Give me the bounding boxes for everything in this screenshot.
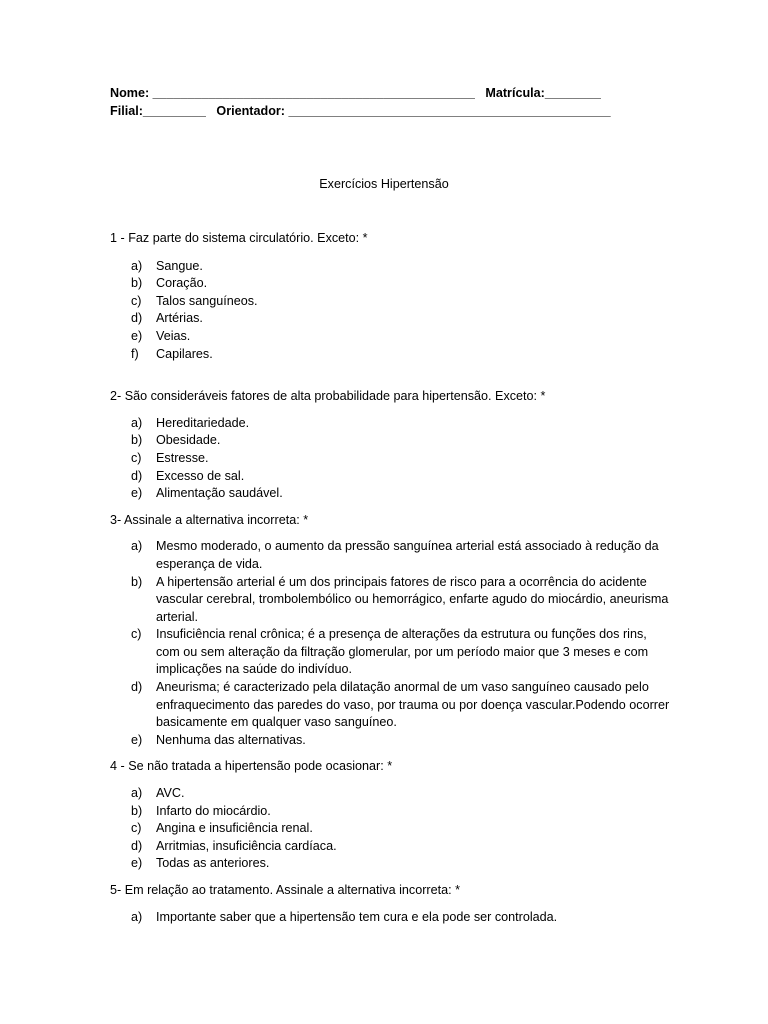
option-text: Talos sanguíneos. [156,293,258,308]
option-item [110,293,670,311]
option-text: Angina e insuficiência renal. [156,821,313,836]
option-item [110,432,670,450]
option-text: Infarto do miocárdio. [156,803,271,818]
option-text: Nenhuma das alternativas. [156,732,306,747]
option-item [110,855,670,873]
question-5-options [110,909,670,927]
question-1-options [110,258,670,364]
option-letter: c) [131,821,142,836]
option-letter: d) [131,311,143,326]
option-letter: e) [131,732,143,747]
option-letter: a) [131,786,143,801]
option-letter: c) [131,293,142,308]
option-letter: c) [131,450,142,465]
option-letter: b) [131,433,143,448]
option-text: Insuficiência renal crônica; é a presença de alterações da estrutura ou funções dos rins, com ou sem alteração da filtração glomerular, por um período maior que 3 meses e com implicações na saúde do indivíduo. [156,627,649,677]
option-item [110,258,670,276]
option-letter: b) [131,276,143,291]
option-text: Importante saber que a hipertensão tem cura e ela pode ser controlada. [156,909,558,924]
option-item [110,328,670,346]
form-header [110,85,611,121]
option-text: Obesidade. [156,433,221,448]
option-item [110,310,670,328]
option-letter: c) [131,627,142,642]
option-text: Sangue. [156,258,203,273]
option-item [110,574,670,627]
question-3: 3- Assinale a alternativa incorreta: * [110,512,309,527]
option-item [110,803,670,821]
name-registration-line: Nome: ______________________________________________ Matrícula:________ [110,86,601,100]
option-letter: a) [131,258,143,273]
option-letter: a) [131,415,143,430]
option-item [110,538,670,573]
option-letter: d) [131,838,143,853]
option-text: Excesso de sal. [156,468,245,483]
option-letter: e) [131,856,143,871]
option-item [110,415,670,433]
option-item [110,346,670,364]
option-letter: e) [131,328,143,343]
option-item [110,732,670,750]
option-letter: b) [131,574,143,589]
option-text: Aneurisma; é caracterizado pela dilatação anormal de um vaso sanguíneo causado pelo enfraquecimento das paredes do vaso, por trauma ou por doença vascular.Podendo ocorrer basicamente em qualquer vaso sanguíneo. [156,680,670,730]
question-5: 5- Em relação ao tratamento. Assinale a alternativa incorreta: * [110,883,461,897]
exercise-list [110,230,670,926]
option-item [110,468,670,486]
option-text: Alimentação saudável. [156,486,283,501]
option-text: Veias. [156,328,191,343]
option-letter: d) [131,468,143,483]
option-item [110,275,670,293]
option-letter: a) [131,539,143,554]
option-item [110,450,670,468]
option-item [110,909,670,927]
branch-advisor-line: Filial:_________ Orientador: ______________________________________________ [110,104,611,118]
option-letter: b) [131,803,143,818]
option-letter: e) [131,486,143,501]
question-1: 1 - Faz parte do sistema circulatório. Exceto: * [110,231,368,245]
option-text: Capilares. [156,346,213,361]
option-text: Artérias. [156,311,203,326]
question-4-options [110,785,670,873]
option-item [110,820,670,838]
question-4: 4 - Se não tratada a hipertensão pode ocasionar: * [110,759,393,774]
option-item [110,485,670,503]
option-letter: a) [131,909,143,924]
option-item [110,679,670,732]
option-text: Mesmo moderado, o aumento da pressão sanguínea arterial está associado à redução da esperança de vida. [156,539,659,571]
option-letter: f) [131,346,139,361]
question-3-options [110,538,670,749]
option-item [110,626,670,679]
option-item [110,785,670,803]
option-text: Arritmias, insuficiência cardíaca. [156,838,337,853]
option-item [110,838,670,856]
question-2: 2- São consideráveis fatores de alta probabilidade para hipertensão. Exceto: * [110,389,546,404]
question-2-options [110,415,670,503]
option-text: Todas as anteriores. [156,856,270,871]
option-text: AVC. [156,786,185,801]
option-letter: d) [131,680,143,695]
page-title: Exercícios Hipertensão [319,177,449,191]
option-text: Estresse. [156,450,209,465]
option-text: Coração. [156,276,208,291]
option-text: A hipertensão arterial é um dos principais fatores de risco para a ocorrência do acidente vascular cerebral, trombolembólico ou hemorrágico, enfarte agudo do miocárdio, aneurisma arterial. [156,574,669,624]
option-text: Hereditariedade. [156,415,250,430]
